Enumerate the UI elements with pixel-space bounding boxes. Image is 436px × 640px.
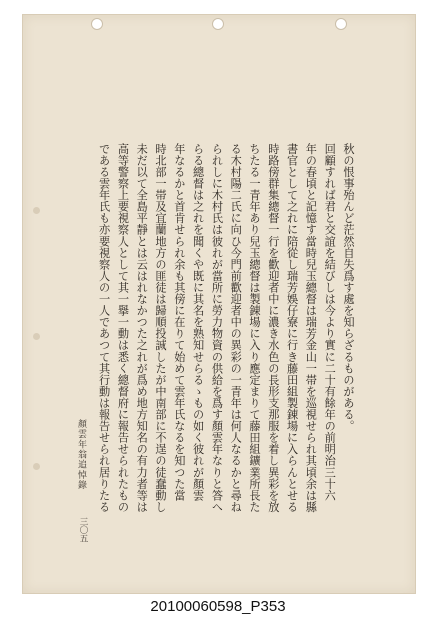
punch-hole [212, 18, 224, 30]
text-line: である雲年氏も亦要視察人の一人であつて其行動は報告せられ居りたる [97, 143, 111, 513]
punch-hole [335, 18, 347, 30]
text-line: らる總督は之れを聞くや既に其名を熟知せらるゝもの如く彼れが顏雲 [191, 143, 205, 502]
image-caption: 20100060598_P353 [150, 598, 286, 615]
text-line: 未だ以て全島平靜とは云はれなかつた之れが爲め地方知名の有力者等は [135, 143, 149, 513]
text-line: られしに木村氏は彼れが當所に勞力物資の供給を爲す顏雲年なりと答へ [210, 143, 224, 513]
text-line: ちたる一青年あり兒玉總督は製錬場に入り應定まりて藤田組鑛業所長た [248, 143, 262, 513]
text-line: 書官として之れに陪從し瑞芳娛仔寮に行き藤田組製錬場に入らんとせる [285, 143, 299, 513]
binding-dot [33, 207, 40, 214]
body-text [97, 143, 357, 563]
page-number: 三〇五 [78, 517, 88, 543]
running-title: 顏雲年翁追悼錄 [76, 419, 86, 491]
text-line: 年の春頃と記憶す當時兒玉總督は瑞芳金山一帯を巡視せられ其頃余は縣 [304, 143, 318, 513]
text-line: 時北部一帯及宜蘭地方の匪徒は歸順投誠したが中南部に不逞の徒蠢動し [154, 143, 168, 513]
text-line: 秋の恨事殆んど茫然自失爲す處を知らざるものがある。 [342, 143, 355, 432]
text-line: 回顧すれば君と交誼を結びしは今より實に二十有餘年の前明治三十六 [323, 143, 337, 502]
document-page [22, 14, 416, 594]
text-line: 年なるかと首肯せられ余も其傍に在りて始めて雲年氏なるを知つた當 [172, 143, 186, 502]
text-line: 時路傍群集總督一行を歡迎者中に濃き水色の長形支那服を着し異彩を放 [266, 143, 280, 513]
text-line: る木村陽二氏に向ひ今門前歡迎者中の異彩の一青年は何人なるかと尋ね [229, 143, 243, 513]
binding-dot [33, 333, 40, 340]
binding-dot [33, 463, 40, 470]
punch-hole [91, 18, 103, 30]
text-line: 高等警察上要視察人として其一擧一動は悉く總督府に報告せられたもの [116, 143, 130, 513]
